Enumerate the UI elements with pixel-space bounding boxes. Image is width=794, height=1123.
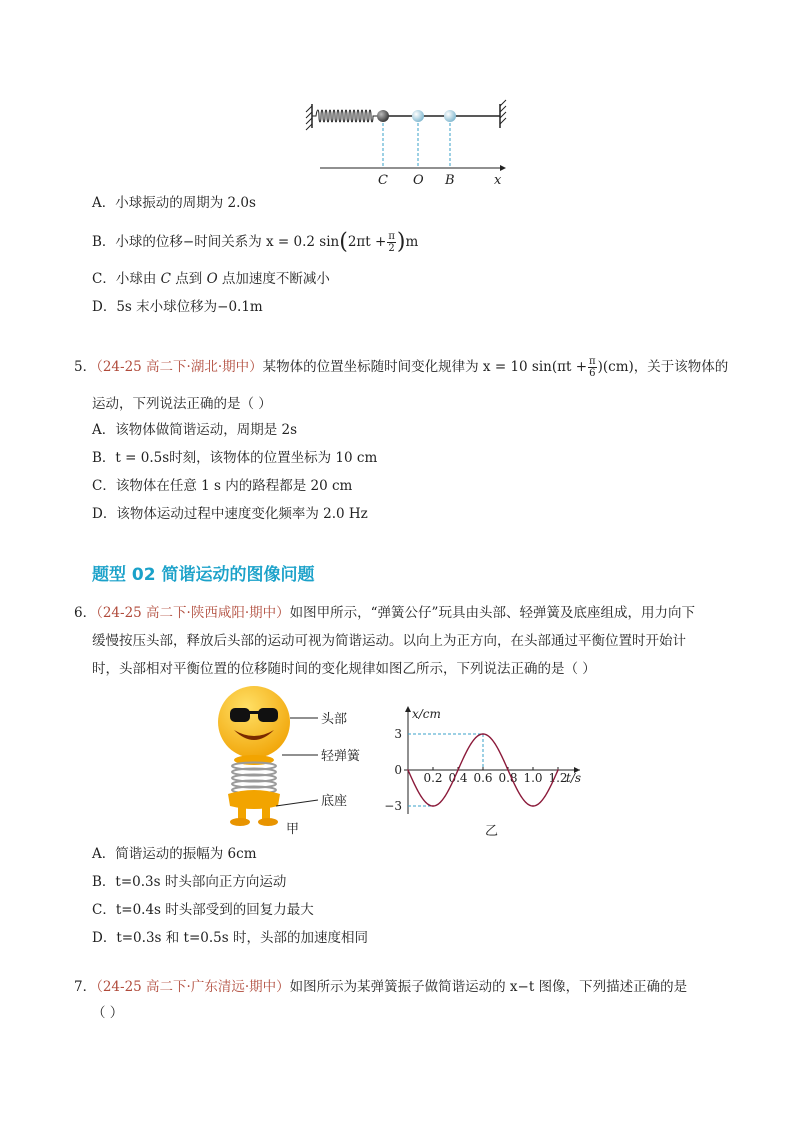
spring-coil <box>312 110 377 122</box>
label-x: x <box>494 173 502 188</box>
figure-jia-caption: 甲 <box>286 822 300 837</box>
q5-number: 5． <box>74 359 97 375</box>
x-tick-label: 0.2 <box>423 771 443 785</box>
y-axis-arrow <box>405 706 411 712</box>
label-base: 底座 <box>321 794 348 809</box>
spring-toy-figure <box>210 684 370 834</box>
q6-option-c[interactable]: C．t=0.4s 时头部受到的回复力最大 <box>92 902 314 918</box>
data-point <box>482 733 484 735</box>
q6-option-a[interactable]: A．简谐运动的振幅为 6cm <box>92 846 257 862</box>
q7-source: （24-25 高二下·广东清远·期中） <box>96 979 290 995</box>
toy-head <box>218 686 290 758</box>
data-point <box>557 769 559 771</box>
x-tick-label: 0.4 <box>448 771 468 785</box>
y-tick-label: −3 <box>384 799 402 813</box>
label-O: O <box>413 173 424 188</box>
ball-at-B <box>444 110 456 122</box>
q4-optb-in: 2πt + <box>347 234 387 250</box>
q5-stem-line2: 运动，下列说法正确的是（ ） <box>92 396 272 412</box>
q5-option-a[interactable]: A．该物体做简谐运动，周期是 2s <box>92 422 298 438</box>
sunglasses-icon <box>230 708 250 722</box>
q4-optb-frac: $\frac{\pi}{2}$ <box>388 231 395 254</box>
ball-at-O <box>412 110 424 122</box>
q4-option-b[interactable]: B．小球的位移−时间关系为 x = 0.2 sin(2πt + $\frac{\pi}{2}$ )m <box>92 229 419 255</box>
x-tick-label: 0.8 <box>498 771 518 785</box>
q6-stem-line2: 缓慢按压头部，释放后头部的运动可视为简谐运动。以向上为正方向，在头部通过平衡位置时开始计 <box>92 633 686 649</box>
y-axis-label: x/cm <box>412 707 441 721</box>
section-title: 题型 02 简谐运动的图像问题 <box>92 565 315 585</box>
data-point <box>407 769 409 771</box>
y-tick-label: 0 <box>394 763 402 777</box>
data-point <box>432 805 434 807</box>
toy-spring <box>232 763 276 794</box>
data-point <box>507 769 509 771</box>
q5-option-b[interactable]: B．t = 0.5s时刻，该物体的位置坐标为 10 cm <box>92 450 378 466</box>
x-axis-label: t/s <box>566 771 582 785</box>
q6-source: （24-25 高二下·陕西咸阳·期中） <box>96 605 290 621</box>
x-tick-label: 0.6 <box>473 771 493 785</box>
q7-stem-line2: （ ） <box>92 1005 124 1021</box>
label-spring: 轻弹簧 <box>321 749 361 764</box>
q5-source: （24-25 高二下·湖北·期中） <box>96 359 263 375</box>
q6-stem-line1: 6．（24-25 高二下·陕西咸阳·期中）如图甲所示，“弹簧公仔”玩具由头部、轻弹簧及底座组成，用力向下 <box>74 605 695 621</box>
x-tick-label: 1.0 <box>523 771 543 785</box>
ball-at-C <box>377 110 389 122</box>
x-tick-label: 1.2 <box>548 771 568 785</box>
q7-number: 7． <box>74 979 97 995</box>
label-B: B <box>445 173 455 188</box>
q6-stem-line3: 时，头部相对平衡位置的位移随时间的变化规律如图乙所示，下列说法正确的是（ ） <box>92 661 596 677</box>
q6-option-b[interactable]: B．t=0.3s 时头部向正方向运动 <box>92 874 287 890</box>
q6-number: 6． <box>74 605 97 621</box>
q4-option-a[interactable]: A．小球振动的周期为 2.0s <box>92 195 256 211</box>
y-tick-label: 3 <box>394 727 402 741</box>
q4-optb-pre: B．小球的位移−时间关系为 x = 0.2 sin <box>92 234 340 250</box>
spring-ball-figure <box>300 96 520 188</box>
q4-optb-unit: m <box>405 234 419 250</box>
q5-option-d[interactable]: D．该物体运动过程中速度变化频率为 2.0 Hz <box>92 506 368 522</box>
xt-chart <box>380 704 620 820</box>
label-head: 头部 <box>321 712 348 727</box>
data-point <box>532 805 534 807</box>
q6-option-d[interactable]: D．t=0.3s 和 t=0.5s 时，头部的加速度相同 <box>92 930 368 946</box>
q4-option-d[interactable]: D．5s 末小球位移为−0.1m <box>92 299 263 315</box>
toy-base <box>228 790 280 809</box>
label-C: C <box>378 173 388 188</box>
figure-yi-caption: 乙 <box>485 824 499 839</box>
q7-stem-line1: 7．（24-25 高二下·广东清远·期中）如图所示为某弹簧振子做简谐运动的 x−t 图像，下列描述正确的是 <box>74 979 688 995</box>
q5-stem: 5．（24-25 高二下·湖北·期中）某物体的位置坐标随时间变化规律为 x = 10 sin(πt + $\frac{\pi}{6}$ )(cm)，关于该物体的 <box>74 356 729 379</box>
q4-option-c[interactable]: C．小球由 C 点到 O 点加速度不断减小 <box>92 271 330 287</box>
data-point <box>457 769 459 771</box>
q5-option-c[interactable]: C．该物体在任意 1 s 内的路程都是 20 cm <box>92 478 353 494</box>
